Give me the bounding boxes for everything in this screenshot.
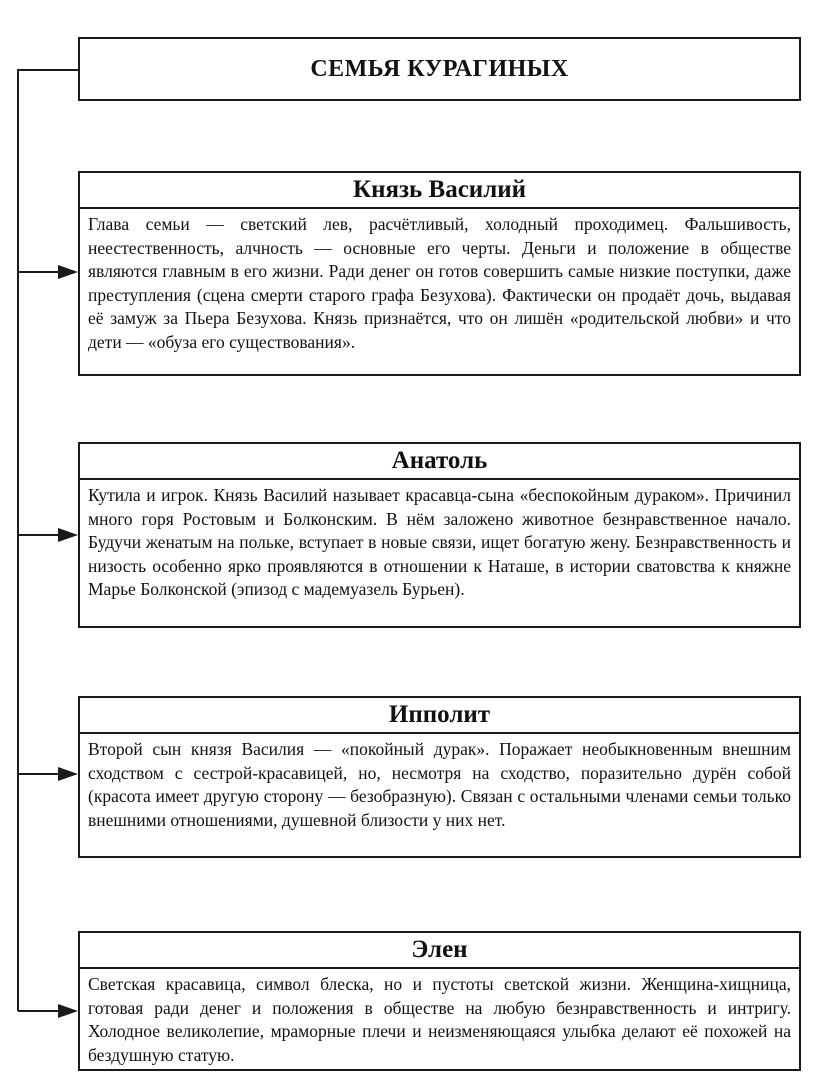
- arrow-head-vasily: [58, 265, 78, 279]
- member-description: Кутила и игрок. Князь Василий называет красавца-сына «беспокойным дураком». Причинил много горя Ростовым и Болконским. В нём заложено животное безнравственное начало. Будучи женатым на польке, вступает в новые связи, ищет богатую жену. Безнравственность и низость особенно ярко проявляются в отношении к Наташе, в истории сватовства к княжне Марье Болконской (эпизод с мадемуазель Бурьен).: [88, 485, 791, 599]
- member-description: Глава семьи — светский лев, расчётливый, холодный проходимец. Фальшивость, неестественность, алчность — основные его черты. Деньги и положение в обществе являются главным в его жизни. Ради денег он готов совершить самые низкие поступки, даже преступления (сцена смерти старого графа Безухова). Фактически он продаёт дочь, выдавая её замуж за Пьера Безухова. Князь признаётся, что он лишён «родительской любви» и что дети — «обуза его существования».: [88, 214, 791, 352]
- arrow-head-anatol: [58, 528, 78, 542]
- member-description: Второй сын князя Василия — «покойный дурак». Поражает необыкновенным внешним сходством с сестрой-красавицей, но, несмотря на сходство, поразительно дурён собой (красота имеет другую сторону — безобразную). Связан с остальными членами семьи только внешними отношениями, душевной близости у них нет.: [88, 739, 791, 830]
- diagram-title: СЕМЬЯ КУРАГИНЫХ: [78, 37, 801, 101]
- member-name: Элен: [80, 933, 799, 969]
- arrow-head-elen: [58, 1004, 78, 1018]
- member-name: Анатоль: [80, 444, 799, 480]
- member-card-ippolit: [78, 696, 801, 858]
- member-card-anatol: [78, 442, 801, 628]
- member-card-vasily: [78, 171, 801, 376]
- member-card-elen: [78, 931, 801, 1071]
- member-description: Светская красавица, символ блеска, но и пустоты светской жизни. Женщина-хищница, готовая ради денег и положения в обществе на любую безнравственность и интригу. Холодное великолепие, мраморные плечи и неизменяющаяся улыбка делают её похожей на бездушную статую.: [88, 974, 791, 1065]
- arrow-head-ippolit: [58, 767, 78, 781]
- member-name: Князь Василий: [80, 173, 799, 209]
- trunk-line: [18, 70, 78, 1011]
- member-name: Ипполит: [80, 698, 799, 734]
